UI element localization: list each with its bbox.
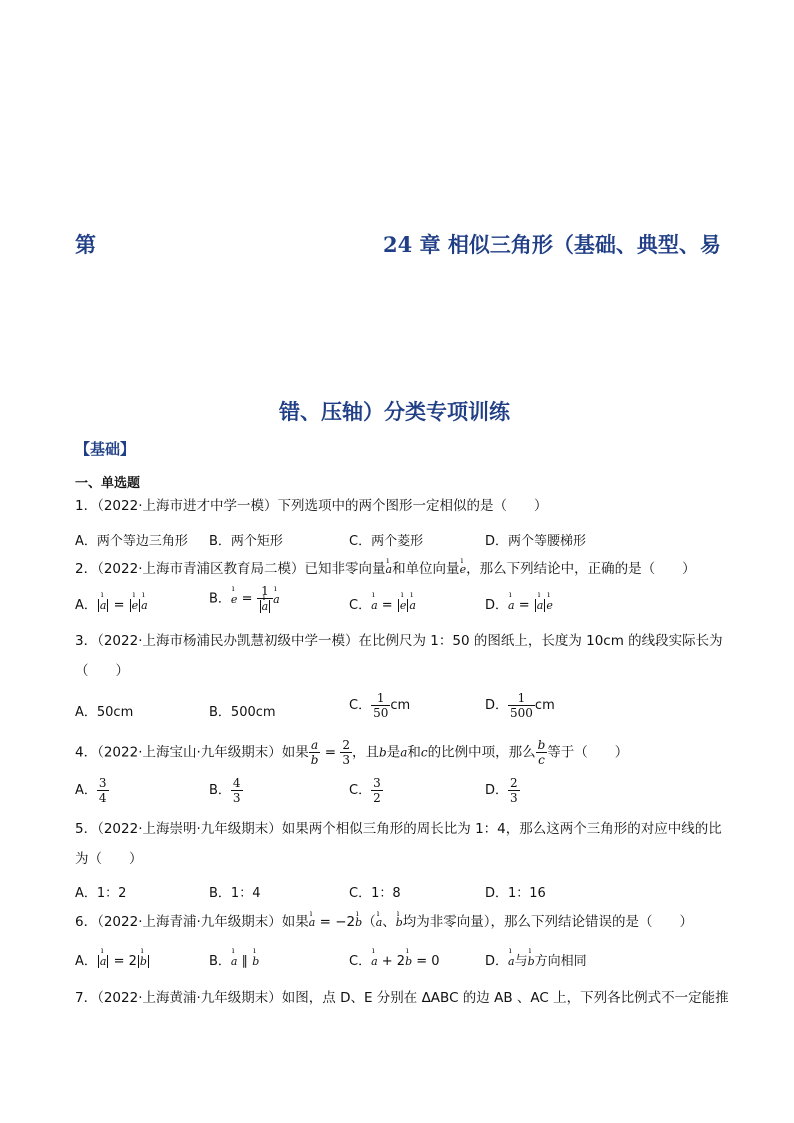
q2-option-c: C．ı a = ı eı a <box>349 594 416 613</box>
q6-option-a: A．ı a = 2ı b <box>75 950 150 969</box>
q5-option-a: A．1：2 <box>75 886 127 901</box>
question-7: 7．（2022·上海黄浦·九年级期末）如图，点 D、E 分别在 ΔABC 的边 AB 、AC 上，下列各比例式不一定能推 <box>75 990 729 1006</box>
q2-option-d: D．ı a = ı aı e <box>485 594 553 613</box>
q1-option-a: A．两个等边三角形 <box>75 534 188 549</box>
q3-option-c: C． $\frac{1}{50}$ cm <box>349 691 411 720</box>
q1-option-d: D．两个等腰梯形 <box>485 534 587 549</box>
q6-option-d: D．ı a与ı b方向相同 <box>485 950 587 969</box>
q1-option-c: C．两个菱形 <box>349 534 424 549</box>
q4-option-d: D． $\frac{2}{3}$ <box>485 776 518 805</box>
q3-option-a: A．50cm <box>75 705 134 720</box>
section-basic: 【基础】 <box>75 440 136 458</box>
question-5-line2: 为（ ） <box>75 851 143 867</box>
q5-option-d: D．1：16 <box>485 886 546 901</box>
question-1: 1．（2022·上海市进才中学一模）下列选项中的两个图形一定相似的是（ ） <box>75 498 548 514</box>
vector-e: ı e <box>460 560 467 580</box>
q1-option-b: B．两个矩形 <box>209 534 283 549</box>
q4-option-a: A． $\frac{3}{4}$ <box>75 776 107 805</box>
q4-option-b: B． $\frac{4}{3}$ <box>209 776 241 805</box>
title-part3: 错、压轴）分类专项训练 <box>279 399 510 424</box>
question-4: 4．（2022·上海宝山·九年级期末）如果 $\frac{a}{b}$ = $\frac{2}{3}$ ，且b是a和c的比例中项，那么 $\frac{b}{c}$ 等于（ ） <box>75 738 629 767</box>
q2-option-b: B．ı e = 1 ı a ı a <box>209 584 280 614</box>
q3-option-d: D． $\frac{1}{500}$ cm <box>485 691 555 720</box>
q6-option-c: C．ı a + 2ı b = 0 <box>349 950 440 969</box>
question-3-line2: （ ） <box>75 663 129 679</box>
title-part1: 第 <box>75 232 96 257</box>
vector-a: ı a <box>386 560 393 580</box>
subsection-single-choice: 一、单选题 <box>75 476 141 491</box>
question-5-line1: 5．（2022·上海崇明·九年级期末）如果两个相似三角形的周长比为 1：4，那么这两个三角形的对应中线的比 <box>75 821 722 837</box>
q5-option-c: C．1：8 <box>349 886 401 901</box>
q5-option-b: B．1：4 <box>209 886 261 901</box>
q3-option-b: B．500cm <box>209 705 276 720</box>
q4-option-c: C． $\frac{3}{2}$ <box>349 776 381 805</box>
question-2: 2．（2022·上海市青浦区教育局二模）已知非零向量ı a和单位向量ı e，那么下列结论中，正确的是（ ） <box>75 559 696 580</box>
question-6: 6．（2022·上海青浦·九年级期末）如果ı a = −2ı b（ı a、ı b均为非零向量），那么下列结论错误的是（ ） <box>75 912 693 933</box>
question-3-line1: 3．（2022·上海市杨浦民办凯慧初级中学一模）在比例尺为 1：50 的图纸上，长度为 10cm 的线段实际长为 <box>75 633 723 649</box>
q2-option-a: A．ı a = ı eı a <box>75 594 148 613</box>
title-part2: 24 章 相似三角形（基础、典型、易 <box>383 232 721 257</box>
q6-option-b: B．ı a ∥ ı b <box>209 950 259 969</box>
